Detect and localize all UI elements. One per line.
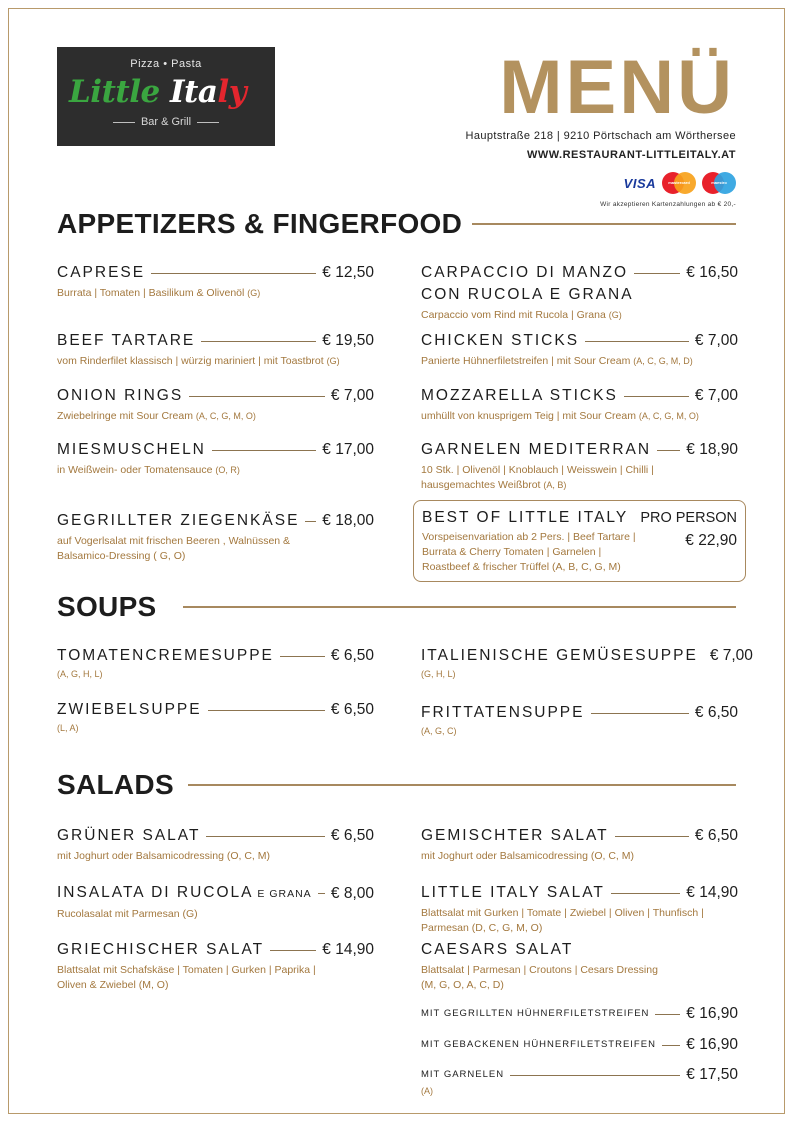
item-description: Vorspeisenvariation ab 2 Pers. | Beef Tartare | (422, 531, 636, 543)
maestro-label: maestro (711, 180, 727, 185)
item-allergens: (G) (608, 310, 622, 320)
item-price: € 18,90 (686, 441, 738, 458)
item-name: ONION RINGS (57, 387, 184, 404)
item-name-main: INSALATA DI RUCOLA (57, 884, 254, 901)
logo-word-ly: ly (217, 74, 247, 110)
menu-item-beef-tartare (57, 330, 374, 369)
leader-line (189, 396, 325, 397)
item-description: Panierte Hühnerfiletstreifen | mit Sour Cream (421, 355, 631, 367)
leader-line (280, 656, 325, 657)
section-title-soups: SOUPS (57, 591, 157, 622)
section-appetizers (57, 208, 736, 240)
item-price: € 12,50 (322, 264, 374, 281)
item-description-line2: hausgemachtes Weißbrot (421, 479, 541, 491)
menu-item-gegrillter-ziegenkaese (57, 510, 374, 564)
menu-title: MENÜ (499, 45, 735, 130)
menu-item-caprese (57, 262, 374, 301)
item-allergens: (A, C, G, M, D) (633, 356, 693, 366)
item-description: in Weißwein- oder Tomatensauce (57, 464, 213, 476)
item-price: € 6,50 (694, 827, 738, 844)
item-name: MOZZARELLA STICKS (421, 387, 618, 404)
item-price: € 8,00 (330, 884, 374, 902)
item-price: € 6,50 (694, 704, 738, 721)
item-name: CAPRESE (57, 264, 146, 281)
item-allergens: (A, C, G, M, O) (638, 411, 699, 421)
option-name: MIT GEBACKENEN HÜHNERFILETSTREIFEN (421, 1039, 656, 1050)
logo-bar-grill: Bar & Grill (140, 116, 192, 128)
address: Hauptstraße 218 | 9210 Pörtschach am Wörthersee (465, 130, 736, 142)
leader-line (206, 836, 324, 837)
section-soups (57, 591, 736, 623)
maestro-icon (702, 172, 736, 194)
leader-line (151, 273, 316, 274)
item-name: LITTLE ITALY SALAT (421, 884, 605, 901)
logo-tagline: Pizza • Pasta (130, 58, 202, 70)
visa-icon: VISA (623, 175, 656, 191)
caesars-option-fried-chicken (421, 1034, 738, 1056)
item-name (57, 882, 312, 905)
menu-item-insalata-di-rucola (57, 882, 374, 922)
item-description-line3: Roastbeef & frischer Trüffel (A, B, C, G, M) (422, 561, 621, 573)
item-allergens: (L, A) (57, 723, 79, 733)
website-link[interactable]: WWW.RESTAURANT-LITTLEITALY.AT (526, 149, 736, 161)
item-price: € 7,00 (709, 647, 753, 664)
leader-line (615, 836, 689, 837)
item-description: vom Rinderfilet klassisch | würzig mariniert | mit Toastbrot (57, 355, 324, 367)
item-description: Blattsalat mit Schafskäse | Tomaten | Gurken | Paprika | (57, 964, 316, 976)
item-per-person: PRO PERSON (640, 510, 737, 526)
section-rule (188, 784, 736, 786)
item-allergens: (G) (247, 288, 261, 298)
menu-item-frittatensuppe (421, 702, 738, 736)
option-price: € 16,90 (686, 1005, 738, 1022)
leader-line (318, 893, 325, 894)
leader-line (611, 893, 680, 894)
option-name: MIT GEGRILLTEN HÜHNERFILETSTREIFEN (421, 1008, 650, 1019)
menu-item-caesars-salat (421, 939, 738, 993)
section-title-appetizers: APPETIZERS & FINGERFOOD (57, 208, 463, 239)
leader-line (655, 1014, 680, 1015)
item-allergens: (O, R) (215, 465, 240, 475)
item-price: € 14,90 (322, 941, 374, 958)
item-allergens: (A, G, C) (421, 726, 457, 736)
menu-item-miesmuscheln (57, 439, 374, 478)
option-price: € 16,90 (686, 1036, 738, 1053)
item-allergens: (A, C, G, M, O) (195, 411, 256, 421)
item-name: MIESMUSCHELN (57, 441, 206, 458)
menu-item-gemischter-salat (421, 825, 738, 864)
item-price: € 7,00 (330, 387, 374, 404)
item-description: Rucolasalat mit Parmesan (G) (57, 908, 198, 920)
item-price: € 22,90 (685, 532, 737, 549)
item-name: BEEF TARTARE (57, 332, 196, 349)
menu-item-little-italy-salat (421, 882, 738, 936)
leader-line (624, 396, 689, 397)
item-price: € 18,00 (322, 512, 374, 529)
item-allergens: (G, H, L) (421, 669, 456, 679)
leader-line (510, 1075, 680, 1076)
item-name: ITALIENISCHE GEMÜSESUPPE (421, 647, 698, 664)
item-price: € 17,00 (322, 441, 374, 458)
section-salads (57, 769, 736, 801)
logo-wordmark (69, 74, 246, 110)
logo-subline (57, 116, 275, 128)
section-title-salads: SALADS (57, 769, 174, 800)
leader-line (212, 450, 316, 451)
logo-word-ita: Ita (159, 74, 218, 110)
option-allergens: (A) (421, 1086, 433, 1096)
section-rule (183, 606, 736, 608)
menu-item-carpaccio (421, 262, 738, 323)
item-description: umhüllt von knusprigem Teig | mit Sour Cream (421, 410, 636, 422)
item-price: € 19,50 (322, 332, 374, 349)
item-description-line2: Parmesan (D, C, G, M, O) (421, 922, 543, 934)
leader-line (208, 710, 325, 711)
item-name: ZWIEBELSUPPE (57, 701, 202, 718)
item-allergens: (A, B) (543, 480, 567, 490)
menu-item-garnelen-mediterran (421, 439, 738, 493)
item-price: € 7,00 (694, 332, 738, 349)
item-name: GEMISCHTER SALAT (421, 827, 609, 844)
restaurant-logo (57, 47, 275, 146)
logo-bar-right (197, 122, 219, 123)
leader-line (591, 713, 689, 714)
item-name: FRITTATENSUPPE (421, 704, 585, 721)
item-name: GARNELEN MEDITERRAN (421, 441, 652, 458)
menu-item-chicken-sticks (421, 330, 738, 369)
menu-item-griechischer-salat (57, 939, 374, 993)
item-name: CAESARS SALAT (421, 941, 574, 958)
item-description-line2: Balsamico-Dressing ( G, O) (57, 550, 186, 562)
item-name: BEST OF LITTLE ITALY (422, 509, 629, 526)
option-price: € 17,50 (686, 1066, 738, 1083)
caesars-option-garnelen (421, 1064, 738, 1096)
leader-line (634, 273, 680, 274)
item-description: auf Vogerlsalat mit frischen Beeren , Walnüssen & (57, 535, 291, 547)
menu-item-zwiebelsuppe (57, 699, 374, 733)
menu-item-best-of-little-italy (413, 500, 746, 582)
mastercard-icon (662, 172, 696, 194)
section-rule (472, 223, 736, 225)
item-name: CARPACCIO DI MANZO (421, 264, 629, 281)
logo-word-little: Little (69, 74, 160, 110)
option-name: MIT GARNELEN (421, 1069, 505, 1080)
item-allergens: (A, G, H, L) (57, 669, 103, 679)
item-name: GEGRILLTER ZIEGENKÄSE (57, 512, 300, 529)
item-price: € 6,50 (330, 827, 374, 844)
item-description-line2: Oliven & Zwiebel (M, O) (57, 979, 169, 991)
item-description: Burrata | Tomaten | Basilikum & Olivenöl (57, 287, 245, 299)
item-description: Zwiebelringe mit Sour Cream (57, 410, 193, 422)
item-name-suffix: E GRANA (253, 888, 312, 900)
item-description: Blattsalat mit Gurken | Tomate | Zwiebel | Oliven | Thunfisch | (421, 907, 704, 919)
item-name: CHICKEN STICKS (421, 332, 580, 349)
item-description: mit Joghurt oder Balsamicodressing (O, C, M) (421, 850, 634, 862)
item-price: € 7,00 (694, 387, 738, 404)
menu-item-gruener-salat (57, 825, 374, 864)
payment-methods (624, 172, 736, 194)
item-description: mit Joghurt oder Balsamicodressing (O, C, M) (57, 850, 270, 862)
item-price: € 16,50 (686, 264, 738, 281)
item-description: Carpaccio vom Rind mit Rucola | Grana (421, 309, 606, 321)
item-description-line2: (M, G, O, A, C, D) (421, 979, 504, 991)
leader-line (201, 341, 316, 342)
item-price: € 6,50 (330, 701, 374, 718)
item-name-line2: CON RUCOLA E GRANA (421, 286, 634, 303)
item-name: TOMATENCREMESUPPE (57, 647, 274, 664)
leader-line (270, 950, 316, 951)
item-price: € 6,50 (330, 647, 374, 664)
menu-item-tomatencremesuppe (57, 645, 374, 679)
item-price: € 14,90 (686, 884, 738, 901)
leader-line (662, 1045, 680, 1046)
logo-bar-left (113, 122, 135, 123)
leader-line (585, 341, 689, 342)
menu-item-onion-rings (57, 385, 374, 424)
item-description-line2: Burrata & Cherry Tomaten | Garnelen | (422, 546, 602, 558)
item-description: Blattsalat | Parmesan | Croutons | Cesars Dressing (421, 964, 658, 976)
item-description: 10 Stk. | Olivenöl | Knoblauch | Weisswein | Chilli | (421, 464, 654, 476)
item-allergens: (G) (326, 356, 340, 366)
mastercard-label: mastercard (668, 180, 690, 185)
item-name: GRIECHISCHER SALAT (57, 941, 265, 958)
menu-item-mozzarella-sticks (421, 385, 738, 424)
item-name: GRÜNER SALAT (57, 827, 201, 844)
caesars-option-grilled-chicken (421, 1003, 738, 1025)
menu-item-italienische-gemuesesuppe (421, 645, 753, 679)
card-payment-note: Wir akzeptieren Kartenzahlungen ab € 20,- (600, 201, 736, 208)
leader-line (657, 450, 680, 451)
leader-line (305, 521, 316, 522)
